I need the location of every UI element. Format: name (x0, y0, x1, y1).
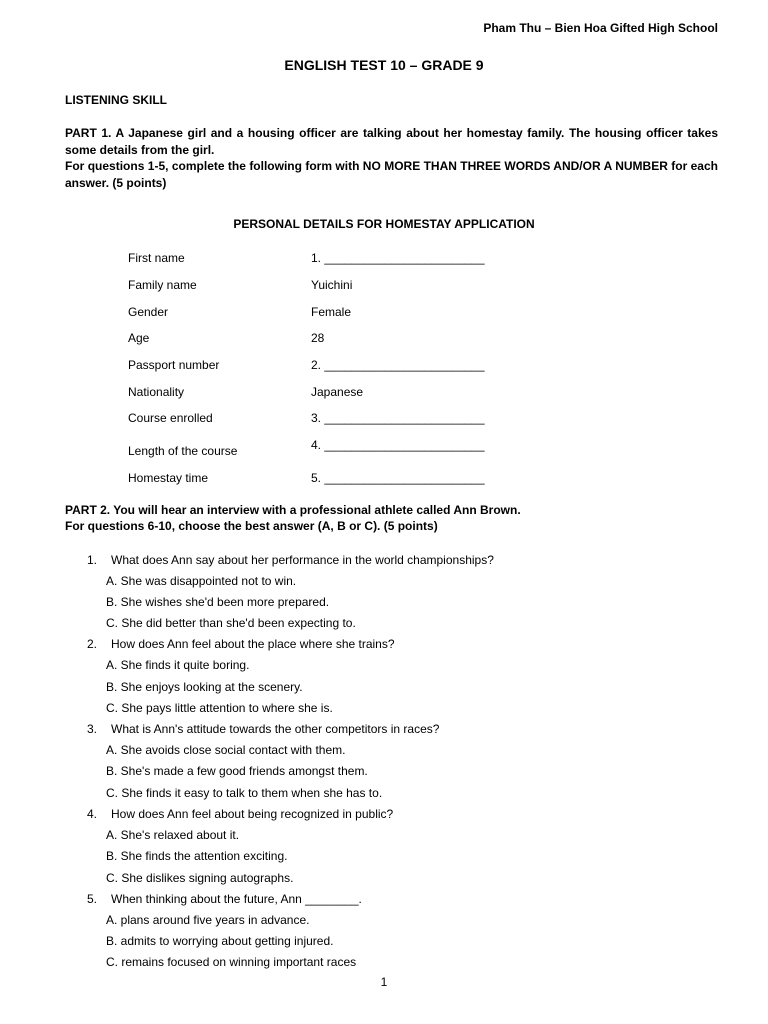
question-text: How does Ann feel about being recognized in public? (111, 807, 394, 821)
form-row (128, 305, 528, 322)
form-row (128, 438, 528, 458)
page-header: Pham Thu – Bien Hoa Gifted High School (483, 21, 718, 35)
part2-instruction: For questions 6-10, choose the best answer (A, B or C). (5 points) (65, 519, 438, 533)
form-label: Length of the course (128, 444, 238, 458)
form-answer-blank: 3. ________________________ (311, 411, 485, 425)
form-row (128, 411, 528, 428)
answer-option: B. admits to worrying about getting injured. (106, 934, 334, 948)
form-label: Gender (128, 305, 169, 319)
form-value: Japanese (311, 385, 364, 399)
answer-option: C. She pays little attention to where she is. (106, 701, 333, 715)
form-label: First name (128, 251, 185, 265)
form-value: Female (311, 305, 352, 319)
question-text: What does Ann say about her performance in the world championships? (111, 553, 494, 567)
answer-option: A. She finds it quite boring. (106, 658, 250, 672)
question-text: When thinking about the future, Ann ________. (111, 892, 362, 906)
page-title: ENGLISH TEST 10 – GRADE 9 (284, 57, 484, 73)
form-label: Family name (128, 278, 197, 292)
form-row (128, 278, 528, 295)
question-number: 5. (87, 892, 98, 906)
form-value: Yuichini (311, 278, 353, 292)
form-answer-blank: 4. ________________________ (311, 438, 485, 452)
question-text: How does Ann feel about the place where she trains? (111, 637, 395, 651)
answer-option: C. She did better than she'd been expecting to. (106, 616, 356, 630)
form-row (128, 385, 528, 402)
question-number: 1. (87, 553, 98, 567)
question-number: 2. (87, 637, 98, 651)
form-value: 28 (311, 331, 325, 345)
form-label: Nationality (128, 385, 185, 399)
form-label: Course enrolled (128, 411, 213, 425)
form-answer-blank: 1. ________________________ (311, 251, 485, 265)
form-row (128, 471, 528, 488)
answer-option: C. She finds it easy to talk to them when she has to. (106, 786, 383, 800)
form-title: PERSONAL DETAILS FOR HOMESTAY APPLICATION (233, 217, 535, 231)
answer-option: A. plans around five years in advance. (106, 913, 310, 927)
part2-intro: PART 2. You will hear an interview with a professional athlete called Ann Brown. (65, 503, 521, 517)
answer-option: B. She wishes she'd been more prepared. (106, 595, 330, 609)
part1-intro: PART 1. A Japanese girl and a housing officer are talking about her homestay family. The housing officer takes some details from the girl. (65, 126, 718, 157)
answer-option: C. She dislikes signing autographs. (106, 871, 294, 885)
answer-option: B. She's made a few good friends amongst them. (106, 764, 368, 778)
part1-instruction: For questions 1-5, complete the following form with NO MORE THAN THREE WORDS AND/OR A NUMBER for each answer. (5 points) (65, 159, 718, 190)
answer-option: B. She finds the attention exciting. (106, 849, 288, 863)
answer-option: A. She's relaxed about it. (106, 828, 240, 842)
question-text: What is Ann's attitude towards the other competitors in races? (111, 722, 440, 736)
form-row (128, 331, 528, 348)
answer-option: A. She avoids close social contact with them. (106, 743, 346, 757)
question-number: 4. (87, 807, 98, 821)
page-number: 1 (380, 975, 388, 989)
answer-option: C. remains focused on winning important races (106, 955, 357, 969)
form-label: Homestay time (128, 471, 209, 485)
form-row (128, 358, 528, 375)
form-answer-blank: 5. ________________________ (311, 471, 485, 485)
question-number: 3. (87, 722, 98, 736)
form-answer-blank: 2. ________________________ (311, 358, 485, 372)
answer-option: A. She was disappointed not to win. (106, 574, 297, 588)
section-heading: LISTENING SKILL (65, 93, 167, 107)
form-row (128, 251, 528, 268)
form-label: Age (128, 331, 150, 345)
form-label: Passport number (128, 358, 220, 372)
answer-option: B. She enjoys looking at the scenery. (106, 680, 303, 694)
